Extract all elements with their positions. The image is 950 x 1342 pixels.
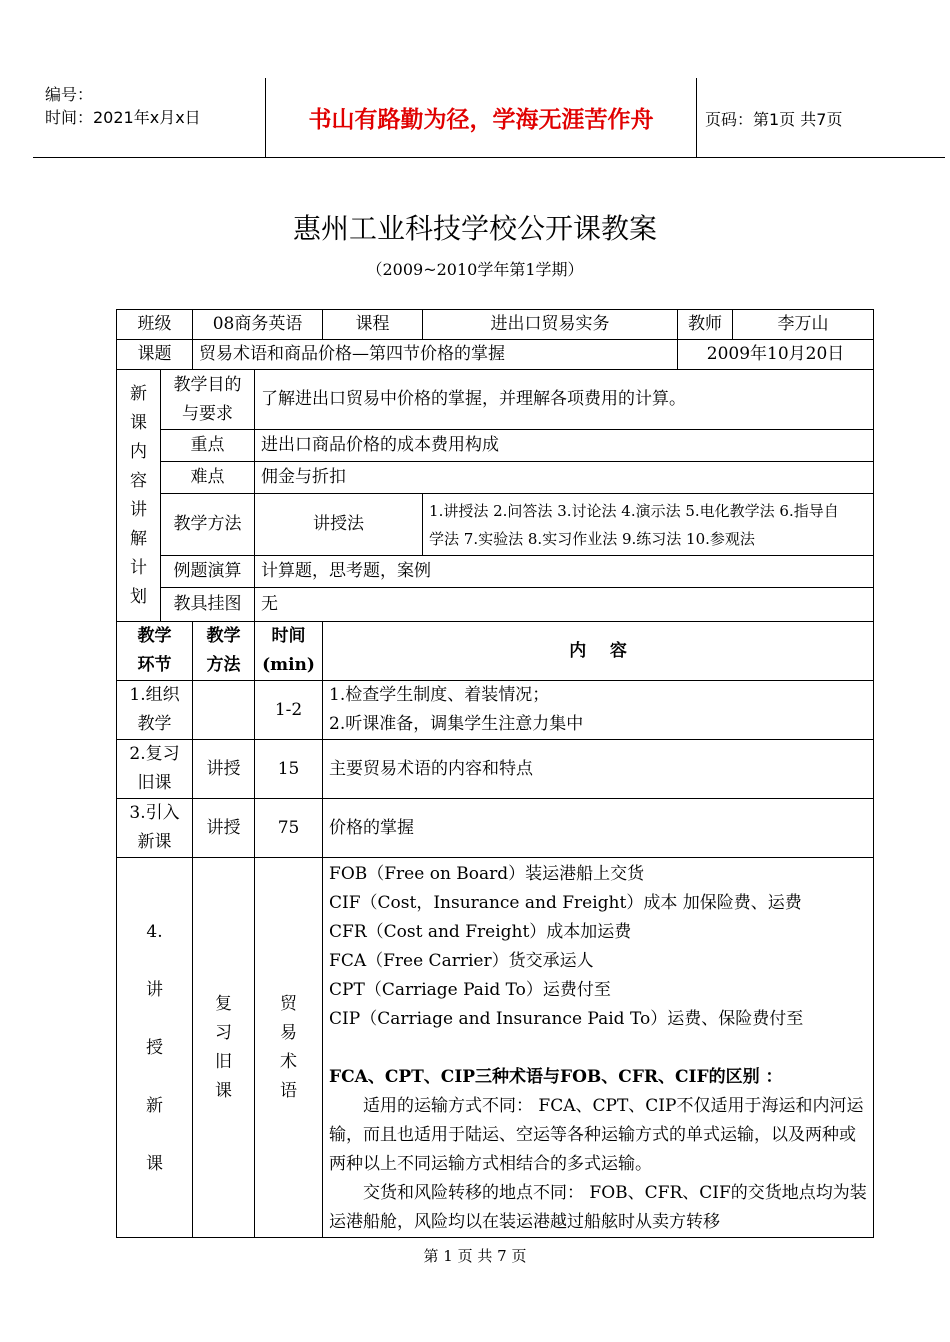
date-value: 2009年10月20日 [678,340,874,370]
key-label: 重点 [161,430,255,462]
class-value: 08商务英语 [193,310,323,340]
table-row-stage: 4. 讲 授 新 课 [117,858,193,1238]
difficulty-label: 难点 [161,462,255,494]
time-header: 时间 (min) [255,622,323,681]
table-row-time: 75 [255,799,323,858]
difference-paragraph-1: 适用的运输方式不同： FCA、CPT、CIP不仅适用于海运和内河运输，而且也适用于陆运、空运等各种运输方式的单式运输，以及两种或两种以上不同运输方式相结合的多式运输。 [329,1096,864,1174]
teacher-label: 教师 [678,310,733,340]
term-cfr: CFR（Cost and Freight）成本加运费 [329,922,632,942]
table-row-stage: 2.复习 旧课 [117,740,193,799]
table-row-time: 15 [255,740,323,799]
time-label: 时间：2021年x月x日 [45,108,201,127]
key-value: 进出口商品价格的成本费用构成 [255,430,874,462]
page-footer: 第 1 页 共 7 页 [423,1247,527,1265]
class-label: 班级 [117,310,193,340]
table-row-content [323,858,874,1238]
term-fob: FOB（Free on Board）装运港船上交货 [329,864,645,884]
motto: 书山有路勤为径，学海无涯苦作舟 [266,78,697,157]
table-row-method: 讲授 [193,740,255,799]
term-cip: CIP（Carriage and Insurance Paid To）运费、保险费付至 [329,1009,804,1029]
table-row-method [193,681,255,740]
header-meta [33,78,266,157]
plan-side-label: 新 课 内 容 讲 解 计 划 [117,370,161,622]
term-cpt: CPT（Carriage Paid To）运费付至 [329,980,611,1000]
aids-value: 无 [255,588,874,622]
difference-paragraph-2: 交货和风险转移的地点不同： FOB、CFR、CIF的交货地点均为装运港船舱，风险均以在装运港越过船舷时从卖方转移 [329,1183,867,1232]
course-label: 课程 [323,310,423,340]
methods-list [423,494,874,556]
method-value: 讲授法 [255,494,423,556]
page-info: 页码：第1页 共7页 [705,110,843,129]
difficulty-value: 佣金与折扣 [255,462,874,494]
example-label: 例题演算 [161,556,255,588]
table-row-time: 1-2 [255,681,323,740]
term-fca: FCA（Free Carrier）货交承运人 [329,951,594,971]
page-header [33,78,945,158]
aids-label: 教具挂图 [161,588,255,622]
document-title: 惠州工业科技学校公开课教案 [292,212,657,245]
methods-line-1: 1.讲授法 2.问答法 3.讨论法 4.演示法 5.电化教学法 6.指导自 [429,501,839,520]
teacher-value: 李万山 [733,310,874,340]
objective-label: 教学目的与要求 [161,370,255,430]
methods-line-2: 学法 7.实验法 8.实习作业法 9.练习法 10.参观法 [429,529,755,548]
table-row-content: 主要贸易术语的内容和特点 [323,740,874,799]
table-row-time: 贸 易 术 语 [255,858,323,1238]
table-row-content: 价格的掌握 [323,799,874,858]
difference-title: FCA、CPT、CIP三种术语与FOB、CFR、CIF的区别 ： [329,1067,783,1087]
document-subtitle: （2009~2010学年第1学期） [366,260,584,279]
course-value: 进出口贸易实务 [423,310,678,340]
topic-value: 贸易术语和商品价格—第四节价格的掌握 [193,340,678,370]
lesson-plan-table [116,309,874,1238]
method-label: 教学方法 [161,494,255,556]
table-row-stage: 1.组织 教学 [117,681,193,740]
method-header: 教学 方法 [193,622,255,681]
example-value: 计算题，思考题，案例 [255,556,874,588]
topic-label: 课题 [117,340,193,370]
table-row-stage: 3.引入 新课 [117,799,193,858]
table-row-method: 复 习 旧 课 [193,858,255,1238]
objective-value: 了解进出口贸易中价格的掌握，并理解各项费用的计算。 [255,370,874,430]
table-row-content: 1.检查学生制度、着装情况； 2.听课准备，调集学生注意力集中 [323,681,874,740]
table-row-method: 讲授 [193,799,255,858]
stage-header: 教学 环节 [117,622,193,681]
content-header: 内 容 [323,622,874,681]
code-label: 编号： [45,85,94,104]
term-cif: CIF（Cost，Insurance and Freight）成本 加保险费、运费 [329,893,802,913]
